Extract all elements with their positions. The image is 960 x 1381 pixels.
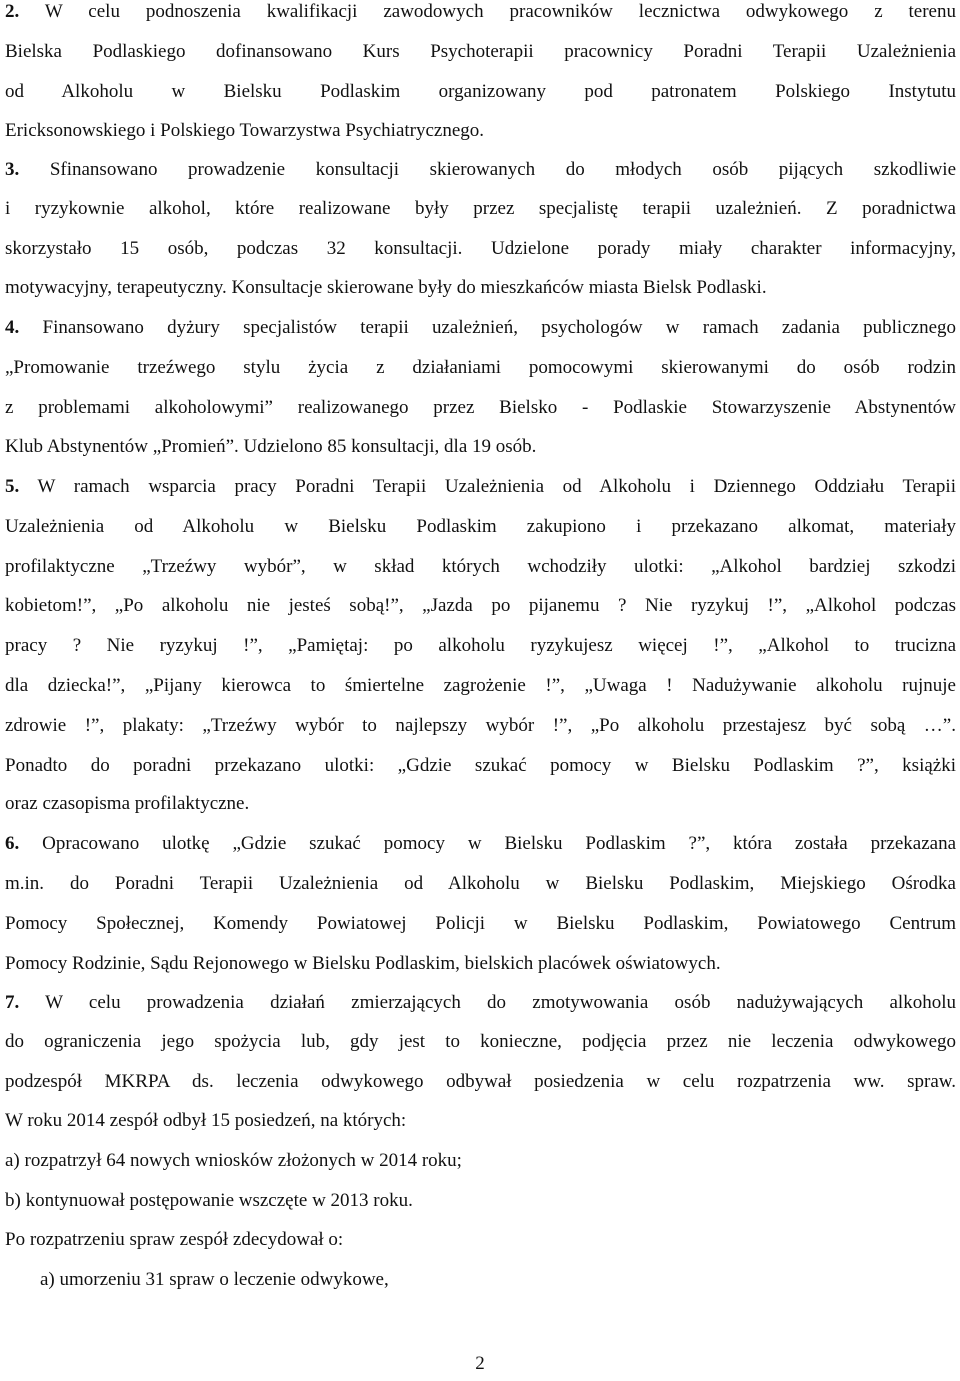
- text-line: 5. W ramach wsparcia pracy Poradni Terapii Uzależnienia od Alkoholu i Dziennego Oddziału Terapii: [5, 476, 956, 497]
- text-line: dla dziecka!”, „Pijany kierowca to śmiertelne zagrożenie !”, „Uwaga ! Nadużywanie alkoholu rujnuje: [5, 675, 956, 696]
- text-line: kobietom!”, „Po alkoholu nie jesteś sobą!”, „Jazda po pijanemu ? Nie ryzykuj !”, „Alkohol podczas: [5, 595, 956, 616]
- text-line: Pomocy Rodzinie, Sądu Rejonowego w Bielsku Podlaskim, bielskich placówek oświatowych.: [5, 953, 721, 974]
- text-line: 4. Finansowano dyżury specjalistów terapii uzależnień, psychologów w ramach zadania publicznego: [5, 317, 956, 338]
- text-line: Ericksonowskiego i Polskiego Towarzystwa Psychiatrycznego.: [5, 120, 485, 141]
- text-line: 3. Sfinansowano prowadzenie konsultacji skierowanych do młodych osób pijących szkodliwie: [5, 159, 956, 180]
- text-line: z problemami alkoholowymi” realizowanego przez Bielsko - Podlaskie Stowarzyszenie Abstynentów: [5, 397, 956, 418]
- text-line: podzespół MKRPA ds. leczenia odwykowego odbywał posiedzenia w celu rozpatrzenia ww. spraw.: [5, 1071, 956, 1092]
- list-item: a) rozpatrzył 64 nowych wniosków złożonych w 2014 roku;: [5, 1150, 462, 1171]
- page-number: 2: [475, 1353, 485, 1374]
- text-line: Uzależnienia od Alkoholu w Bielsku Podlaskim zakupiono i przekazano alkomat, materiały: [5, 516, 956, 537]
- paragraph-number: 2.: [5, 1, 20, 22]
- text-line: zdrowie !”, plakaty: „Trzeźwy wybór to najlepszy wybór !”, „Po alkoholu przestajesz być sobą …”.: [5, 715, 956, 736]
- text-line: motywacyjny, terapeutyczny. Konsultacje skierowane były do mieszkańców miasta Bielsk Podlaski.: [5, 277, 767, 298]
- text-line: od Alkoholu w Bielsku Podlaskim organizowany pod patronatem Polskiego Instytutu: [5, 81, 956, 102]
- text-line: „Promowanie trzeźwego stylu życia z działaniami pomocowymi skierowanymi do osób rodzin: [5, 357, 956, 378]
- text-line: Bielska Podlaskiego dofinansowano Kurs Psychoterapii pracownicy Poradni Terapii Uzależnienia: [5, 41, 956, 62]
- paragraph-number: 6.: [5, 833, 20, 854]
- text-line: W roku 2014 zespół odbył 15 posiedzeń, na których:: [5, 1110, 407, 1131]
- text-line: oraz czasopisma profilaktyczne.: [5, 793, 250, 814]
- text-line: m.in. do Poradni Terapii Uzależnienia od Alkoholu w Bielsku Podlaskim, Miejskiego Ośrodka: [5, 873, 956, 894]
- text-line: Ponadto do poradni przekazano ulotki: „Gdzie szukać pomocy w Bielsku Podlaskim ?”, książki: [5, 755, 956, 776]
- text-line: i ryzykownie alkohol, które realizowane były przez specjalistę terapii uzależnień. Z poradnictwa: [5, 198, 956, 219]
- text-line: pracy ? Nie ryzykuj !”, „Pamiętaj: po alkoholu ryzykujesz więcej !”, „Alkohol to trucizna: [5, 635, 956, 656]
- text-line: skorzystało 15 osób, podczas 32 konsultacji. Udzielone porady miały charakter informacyjny,: [5, 238, 956, 259]
- text-line: 6. Opracowano ulotkę „Gdzie szukać pomocy w Bielsku Podlaskim ?”, która została przekazana: [5, 833, 956, 854]
- list-item: a) umorzeniu 31 spraw o leczenie odwykowe,: [40, 1269, 389, 1290]
- list-item: b) kontynuował postępowanie wszczęte w 2013 roku.: [5, 1190, 413, 1211]
- paragraph-number: 7.: [5, 992, 20, 1013]
- text-line: Pomocy Społecznej, Komendy Powiatowej Policji w Bielsku Podlaskim, Powiatowego Centrum: [5, 913, 956, 934]
- text-line: 7. W celu prowadzenia działań zmierzających do zmotywowania osób nadużywających alkoholu: [5, 992, 956, 1013]
- paragraph-number: 4.: [5, 317, 20, 338]
- text-line: do ograniczenia jego spożycia lub, gdy jest to konieczne, podjęcia przez nie leczenia odwykowego: [5, 1031, 956, 1052]
- text-line: Po rozpatrzeniu spraw zespół zdecydował o:: [5, 1229, 344, 1250]
- paragraph-number: 5.: [5, 476, 20, 497]
- text-line: 2. W celu podnoszenia kwalifikacji zawodowych pracowników lecznictwa odwykowego z terenu: [5, 1, 956, 22]
- text-line: Klub Abstynentów „Promień”. Udzielono 85 konsultacji, dla 19 osób.: [5, 436, 537, 457]
- text-line: profilaktyczne „Trzeźwy wybór”, w skład których wchodziły ulotki: „Alkohol bardziej szkodzi: [5, 556, 956, 577]
- paragraph-number: 3.: [5, 159, 20, 180]
